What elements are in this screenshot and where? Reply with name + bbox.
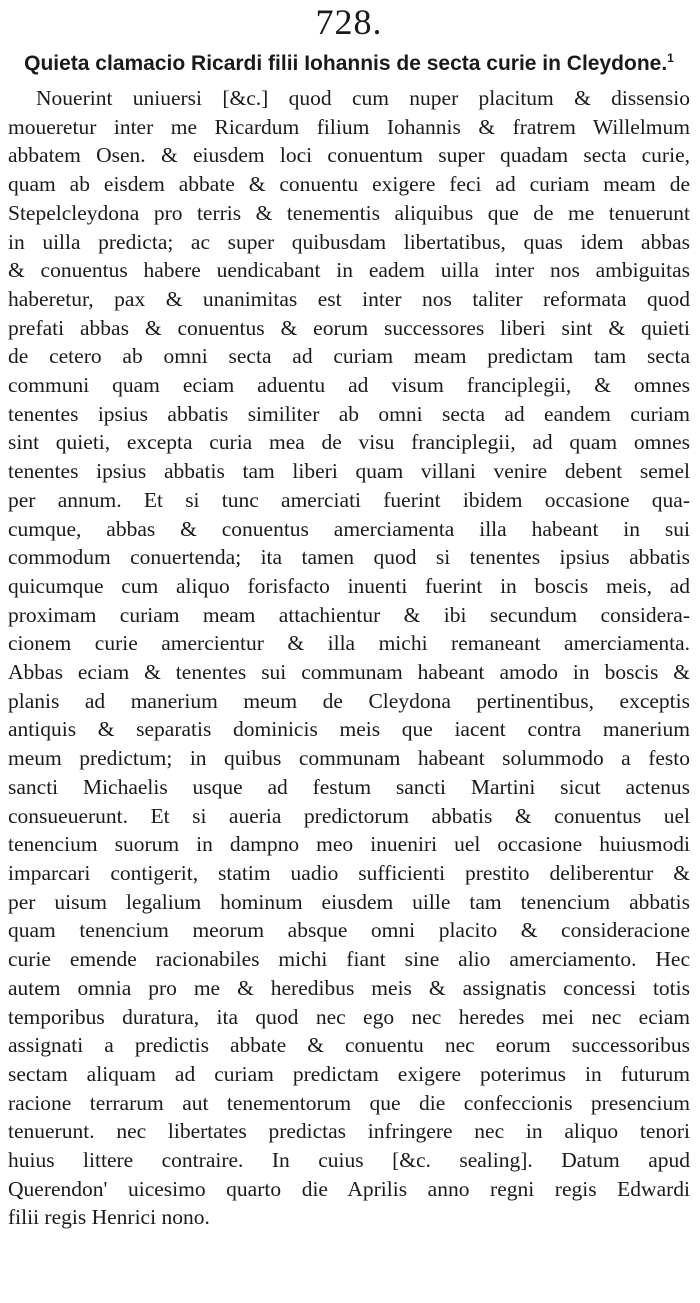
footnote-mark: 1 <box>667 51 674 65</box>
document-body <box>8 84 690 1232</box>
body-line: Querendon' uicesimo quarto die Aprilis anno regni regis Edwardi <box>8 1176 690 1201</box>
body-line: sint quieti, excepta curia mea de visu franciplegii, ad quam omnes <box>8 430 690 455</box>
body-line: quam ab eisdem abbate & conuentu exigere feci ad curiam meam de <box>8 172 690 197</box>
body-line: prefati abbas & conuentus & eorum successores liberi sint & quieti <box>8 315 690 340</box>
body-line: meum predictum; in quibus communam habeant solummodo a festo <box>8 746 690 771</box>
body-line: assignati a predictis abbate & conuentu nec eorum successoribus <box>8 1033 690 1058</box>
body-line: in uilla predicta; ac super quibusdam libertatibus, quas idem abbas <box>8 229 690 254</box>
body-line: per annum. Et si tunc amerciati fuerint ibidem occasione qua- <box>8 487 690 512</box>
body-line: Stepelcleydona pro terris & tenementis aliquibus que de me tenuerunt <box>8 200 690 225</box>
document-title-text: Quieta clamacio Ricardi filii Iohannis de secta curie in Cleydone. <box>24 52 668 75</box>
body-line: & conuentus habere uendicabant in eadem uilla inter nos ambiguitas <box>8 258 690 283</box>
body-line: commodum conuertenda; ita tamen quod si tenentes ipsius abbatis <box>8 545 690 570</box>
body-line: temporibus duratura, ita quod nec ego nec heredes mei nec eciam <box>8 1004 690 1029</box>
body-line: haberetur, pax & unanimitas est inter nos taliter reformata quod <box>8 286 690 311</box>
body-line: tenentes ipsius abbatis tam liberi quam villani venire debent semel <box>8 459 690 484</box>
body-line: tenentes ipsius abbatis similiter ab omni secta ad eandem curiam <box>8 401 690 426</box>
body-line: planis ad manerium meum de Cleydona pertinentibus, exceptis <box>8 688 690 713</box>
document-number: 728. <box>315 2 383 42</box>
body-line: tenencium suorum in dampno meo inueniri uel occasione huiusmodi <box>8 832 690 857</box>
body-line: autem omnia pro me & heredibus meis & assignatis concessi totis <box>8 975 690 1000</box>
body-line: tenuerunt. nec libertates predictas infringere nec in aliquo tenori <box>8 1119 690 1144</box>
body-line: racione terrarum aut tenementorum que die confeccionis presencium <box>8 1090 690 1115</box>
body-line: sancti Michaelis usque ad festum sancti Martini sicut actenus <box>8 774 690 799</box>
body-line: huius littere contraire. In cuius [&c. sealing]. Datum apud <box>8 1148 690 1173</box>
body-line: quam tenencium meorum absque omni placito & consideracione <box>8 918 690 943</box>
body-line: imparcari contigerit, statim uadio sufficienti prestito deliberentur & <box>8 860 690 885</box>
document-title <box>8 50 690 78</box>
body-line: consueuerunt. Et si aueria predictorum abbatis & conuentus uel <box>8 803 690 828</box>
body-line: quicumque cum aliquo forisfacto inuenti fuerint in boscis meis, ad <box>8 573 690 598</box>
body-line: cumque, abbas & conuentus amerciamenta illa habeant in sui <box>8 516 690 541</box>
body-line: cionem curie amercientur & illa michi remaneant amerciamenta. <box>8 631 690 656</box>
body-line: filii regis Henrici nono. <box>8 1205 210 1230</box>
body-line: Nouerint uniuersi [&c.] quod cum nuper placitum & dissensio <box>36 86 690 110</box>
body-line: per uisum legalium hominum eiusdem uille tam tenencium abbatis <box>8 889 690 914</box>
body-line: sectam aliquam ad curiam predictam exigere poterimus in futurum <box>8 1061 690 1086</box>
body-line: proximam curiam meam attachientur & ibi secundum considera- <box>8 602 690 627</box>
body-line: curie emende racionabiles michi fiant sine alio amerciamento. Hec <box>8 947 690 972</box>
body-line: communi quam eciam aduentu ad visum franciplegii, & omnes <box>8 373 690 398</box>
body-line: moueretur inter me Ricardum filium Iohannis & fratrem Willelmum <box>8 114 690 139</box>
body-line: de cetero ab omni secta ad curiam meam predictam tam secta <box>8 344 690 369</box>
body-line: antiquis & separatis dominicis meis que iacent contra manerium <box>8 717 690 742</box>
body-line: Abbas eciam & tenentes sui communam habeant amodo in boscis & <box>8 660 690 685</box>
body-line: abbatem Osen. & eiusdem loci conuentum super quadam secta curie, <box>8 143 690 168</box>
